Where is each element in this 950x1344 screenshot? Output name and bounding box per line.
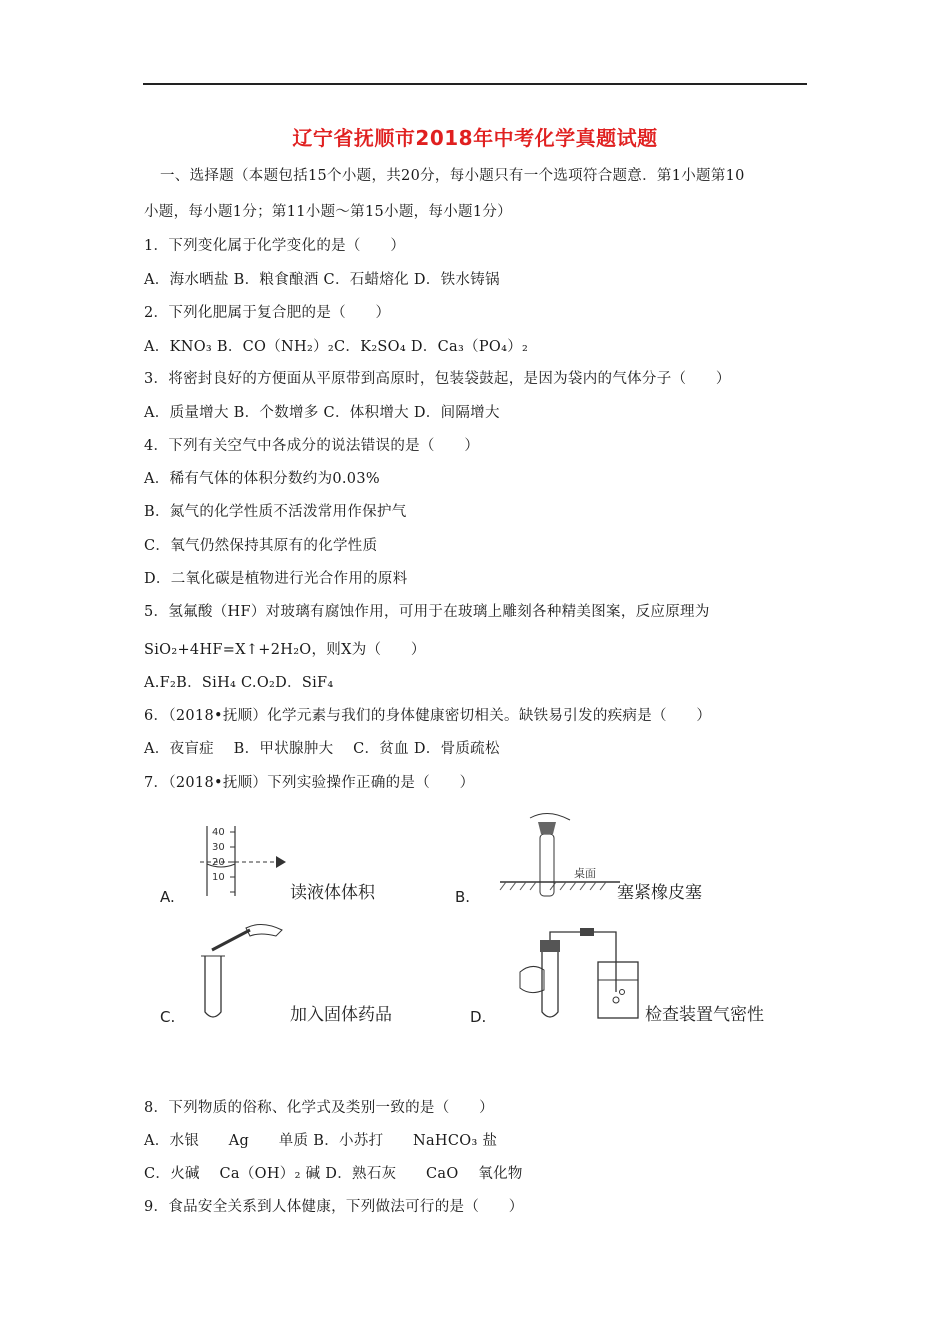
- figure-c-letter: C.: [160, 1008, 176, 1026]
- question-4-option-c: C．氧气仍然保持其原有的化学性质: [144, 538, 378, 554]
- question-7: 7．（2018•抚顺）下列实验操作正确的是（ ）: [144, 775, 475, 791]
- section-intro-line1: 一、选择题（本题包括15个小题，共20分，每小题只有一个选项符合题意．第1小题第10: [160, 168, 745, 184]
- tick-40: 40: [212, 827, 225, 838]
- tick-20: 20: [212, 857, 225, 868]
- figure-a-label: 读液体体积: [290, 883, 375, 903]
- question-8-options-cd: C．火碱 Ca（OH）₂ 碱 D．熟石灰 CaO 氧化物: [144, 1166, 523, 1182]
- tick-10: 10: [212, 872, 225, 883]
- question-5-equation: SiO₂+4HF=X↑+2H₂O，则X为（ ）: [144, 642, 426, 658]
- header-rule: [143, 83, 807, 85]
- figure-c-test-tube: [160, 924, 392, 1026]
- question-4-option-a: A．稀有气体的体积分数约为0.03%: [144, 471, 380, 487]
- question-3: 3．将密封良好的方便面从平原带到高原时，包装袋鼓起，是因为袋内的气体分子（ ）: [144, 371, 731, 387]
- question-5-options: A.F₂B．SiH₄ C.O₂D．SiF₄: [144, 675, 334, 691]
- figure-b-letter: B.: [455, 888, 471, 906]
- question-6-options: A．夜盲症 B．甲状腺肿大 C．贫血 D．骨质疏松: [144, 741, 500, 757]
- page-title: 辽宁省抚顺市2018年中考化学真题试题: [292, 126, 658, 150]
- figure-c-label: 加入固体药品: [290, 1005, 392, 1025]
- figure-b-table-label: 桌面: [574, 867, 596, 880]
- lab-operations-figure: [150, 812, 810, 1042]
- question-2: 2．下列化肥属于复合肥的是（ ）: [144, 305, 391, 321]
- figure-b-label: 塞紧橡皮塞: [617, 883, 702, 903]
- figure-a-letter: A.: [160, 888, 175, 906]
- question-4-option-b: B．氮气的化学性质不活泼常用作保护气: [144, 504, 407, 520]
- question-1-options: A．海水晒盐 B．粮食酿酒 C．石蜡熔化 D．铁水铸锅: [144, 272, 500, 288]
- figure-d-label: 检查装置气密性: [645, 1005, 764, 1025]
- question-1: 1．下列变化属于化学变化的是（ ）: [144, 238, 406, 254]
- figure-b-stopper: [455, 813, 702, 906]
- question-2-options: A．KNO₃ B．CO（NH₂）₂C．K₂SO₄ D．Ca₃（PO₄）₂: [144, 339, 529, 355]
- question-6: 6．（2018•抚顺）化学元素与我们的身体健康密切相关。缺铁易引发的疾病是（ ）: [144, 708, 712, 724]
- question-3-options: A．质量增大 B．个数增多 C．体积增大 D．间隔增大: [144, 405, 500, 421]
- question-4-option-d: D．二氧化碳是植物进行光合作用的原料: [144, 571, 408, 587]
- question-4: 4．下列有关空气中各成分的说法错误的是（ ）: [144, 438, 480, 454]
- figure-d-airtightness: [470, 928, 764, 1026]
- section-intro-line2: 小题，每小题1分；第11小题～第15小题，每小题1分）: [144, 204, 512, 220]
- figure-a-measuring-cylinder: [160, 826, 376, 906]
- figure-d-letter: D.: [470, 1008, 487, 1026]
- question-8-options-ab: A．水银 Ag 单质 B．小苏打 NaHCO₃ 盐: [144, 1133, 498, 1149]
- eye-icon: [276, 856, 286, 868]
- tick-30: 30: [212, 842, 225, 853]
- question-9: 9．食品安全关系到人体健康，下列做法可行的是（ ）: [144, 1199, 524, 1215]
- question-5: 5．氢氟酸（HF）对玻璃有腐蚀作用，可用于在玻璃上雕刻各种精美图案，反应原理为: [144, 604, 710, 620]
- question-8: 8．下列物质的俗称、化学式及类别一致的是（ ）: [144, 1100, 494, 1116]
